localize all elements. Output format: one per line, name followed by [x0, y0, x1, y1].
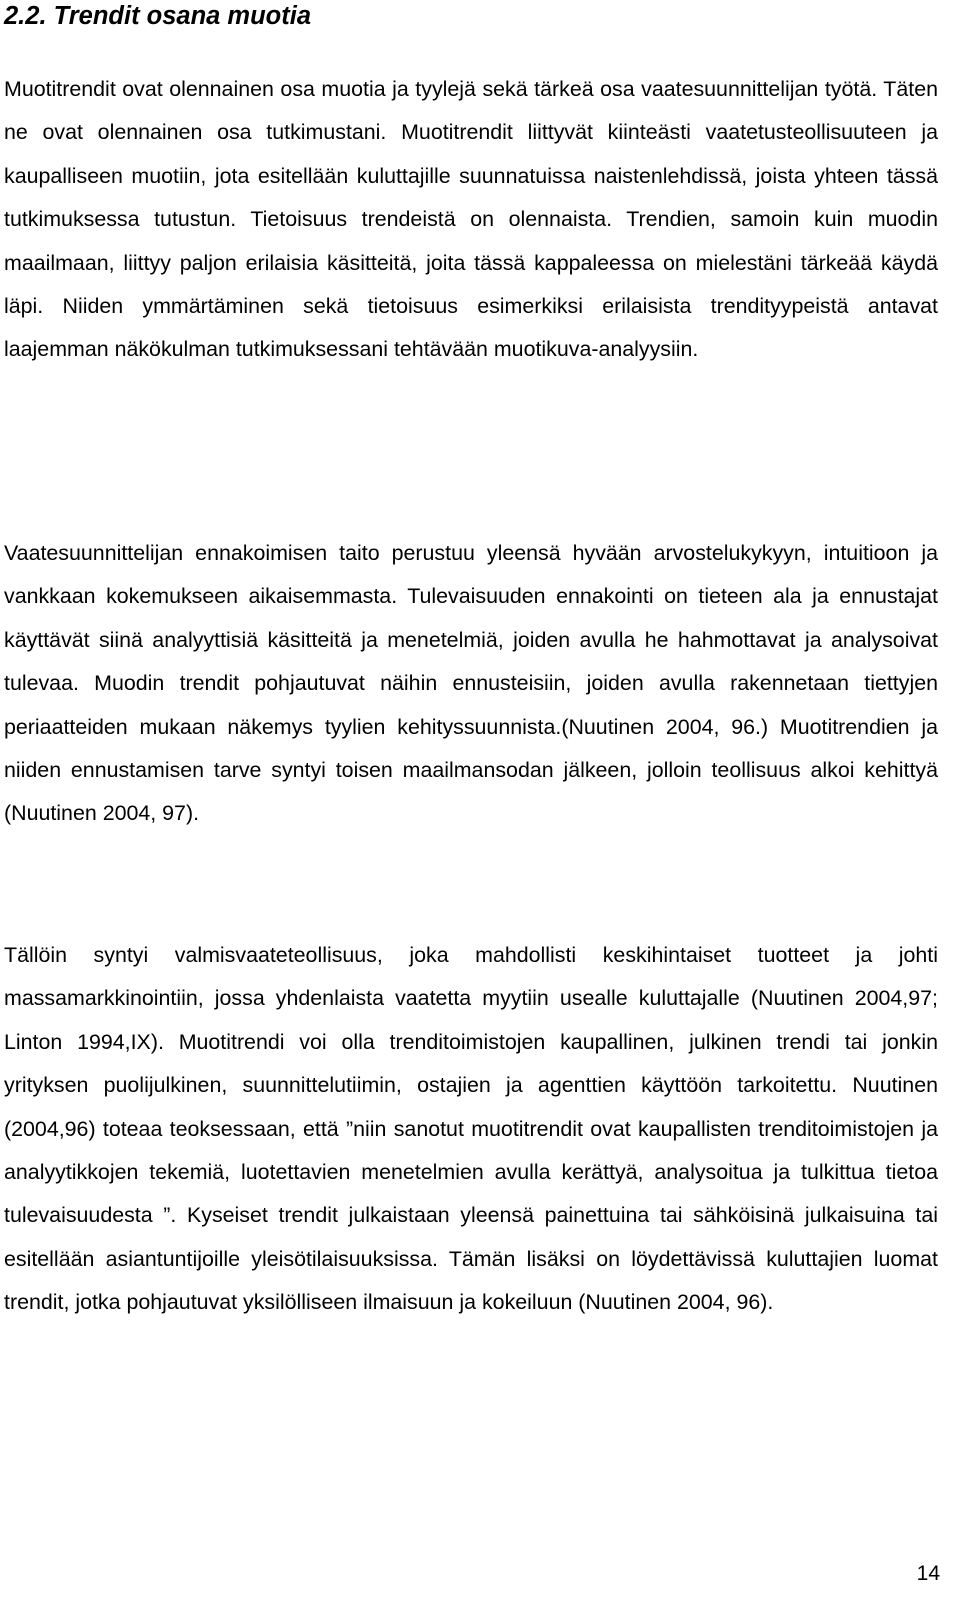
section-heading: 2.2. Trendit osana muotia	[4, 2, 312, 30]
paragraph-2: Vaatesuunnittelijan ennakoimisen taito perustuu yleensä hyvään arvostelukykyyn, intuitioon ja vankkaan kokemukseen aikaisemmasta. Tulevaisuuden ennakointi on tieteen ala ja ennustajat käyttävät siinä analyyttisiä käsitteitä ja menetelmiä, joiden avulla he hahmottavat ja analysoivat tulevaa. Muodin trendit pohjautuvat näihin ennusteisiin, joiden avulla rakennetaan tiettyjen periaatteiden mukaan näkemys tyylien kehityssuunnista.(Nuutinen 2004, 96.) Muotitrendien ja niiden ennustamisen tarve syntyi toisen maailmansodan jälkeen, jolloin teollisuus alkoi kehittyä (Nuutinen 2004, 97).	[4, 541, 938, 826]
paragraph-1: Muotitrendit ovat olennainen osa muotia ja tyylejä sekä tärkeä osa vaatesuunnittelijan työtä. Täten ne ovat olennainen osa tutkimustani. Muotitrendit liittyvät kiinteästi vaatetusteollisuuteen ja kaupalliseen muotiin, jota esitellään kuluttajille suunnatuissa naistenlehdissä, joista yhteen tässä tutkimuksessa tutustun. Tietoisuus trendeistä on olennaista. Trendien, samoin kuin muodin maailmaan, liittyy paljon erilaisia käsitteitä, joita tässä kappaleessa on mielestäni tärkeää käydä läpi. Niiden ymmärtäminen sekä tietoisuus esimerkiksi erilaisista trendityypeistä antavat laajemman näkökulman tutkimuksessani tehtävään muotikuva-analyysiin.	[4, 77, 938, 362]
page-number: 14	[916, 1562, 940, 1585]
paragraph-3: Tällöin syntyi valmisvaateteollisuus, joka mahdollisti keskihintaiset tuotteet ja johti massamarkkinointiin, jossa yhdenlaista vaatetta myytiin usealle kuluttajalle (Nuutinen 2004,97; Linton 1994,IX). Muotitrendi voi olla trenditoimistojen kaupallinen, julkinen trendi tai jonkin yrityksen puolijulkinen, suunnittelutiimin, ostajien ja agenttien käyttöön tarkoitettu. Nuutinen (2004,96) toteaa teoksessaan, että ”niin sanotut muotitrendit ovat kaupallisten trenditoimistojen ja analyytikkojen tekemiä, luotettavien menetelmien avulla kerättyä, analysoitua ja tulkittua tietoa tulevaisuudesta ”. Kyseiset trendit julkaistaan yleensä painettuina tai sähköisinä julkaisuina tai esitellään asiantuntijoille yleisötilaisuuksissa. Tämän lisäksi on löydettävissä kuluttajien luomat trendit, jotka pohjautuvat yksilölliseen ilmaisuun ja kokeiluun (Nuutinen 2004, 96).	[4, 943, 938, 1315]
